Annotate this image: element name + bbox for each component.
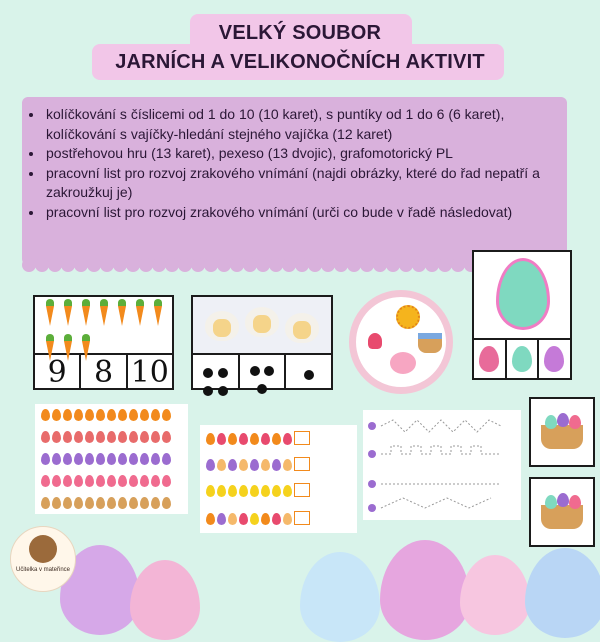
basket-card-bottom[interactable]	[529, 477, 595, 547]
carrot-icon	[82, 341, 90, 361]
egg-option[interactable]	[539, 340, 570, 378]
tracing-lines	[363, 410, 521, 520]
carrot-icon	[118, 306, 126, 326]
feature-item: • postřehovou hru (13 karet), pexeso (13 dvojic), grafomotorický PL	[44, 144, 555, 164]
carrot-icon	[64, 341, 72, 361]
worksheet-row	[206, 457, 310, 471]
carrot-icon	[154, 306, 162, 326]
tulip-icon	[368, 333, 382, 349]
worksheet-row	[41, 408, 173, 422]
number-option[interactable]: 10	[130, 355, 169, 390]
sheep-icon	[245, 307, 279, 337]
decorative-egg	[300, 552, 380, 642]
sequence-worksheet	[200, 425, 357, 533]
basket-icon	[418, 333, 442, 353]
feature-item: • kolíčkování s číslicemi od 1 do 10 (10 karet), s puntíky od 1 do 6 (6 karet), kolíčkování s vajíčky-hledání stejného vajíčka (12 karet)	[44, 105, 555, 144]
title-line-2: JARNÍCH A VELIKONOČNÍCH AKTIVIT	[115, 51, 485, 73]
number-option[interactable]: 8	[81, 355, 127, 390]
egg-match-card	[472, 250, 572, 380]
feature-item: • pracovní list pro rozvoj zrakového vnímání (urči co bude v řadě následovat)	[44, 203, 555, 223]
sheep-dots-card	[191, 295, 333, 390]
dots-option[interactable]	[193, 355, 240, 390]
carrot-icon	[64, 306, 72, 326]
carrots-area	[35, 297, 172, 353]
worksheet-row	[41, 452, 173, 466]
number-option[interactable]: 9	[35, 355, 81, 390]
sheep-icon	[285, 313, 319, 343]
decorative-egg	[380, 540, 470, 640]
basket-card-top[interactable]	[529, 397, 595, 467]
sheep-area	[193, 297, 331, 353]
sunflower-icon	[396, 305, 420, 329]
worksheet-row	[206, 511, 310, 525]
egg-options-row	[474, 338, 570, 378]
tree-icon	[390, 352, 416, 374]
egg-option[interactable]	[474, 340, 507, 378]
grafomotor-worksheet	[363, 410, 521, 520]
feature-item: • pracovní list pro rozvoj zrakového vnímání (najdi obrázky, které do řad nepatří a zakroužkuj je)	[44, 164, 555, 203]
odd-one-out-worksheet	[35, 404, 188, 514]
features-list	[22, 97, 567, 222]
egg-area	[474, 252, 570, 338]
carrot-icon	[100, 306, 108, 326]
dots-option[interactable]	[286, 355, 331, 390]
worksheet-row	[41, 474, 173, 488]
carrot-number-card	[33, 295, 174, 390]
big-egg-icon	[496, 258, 550, 330]
logo	[10, 526, 76, 592]
numbers-row	[35, 353, 172, 390]
worksheet-row	[41, 496, 173, 510]
worksheet-row	[206, 431, 310, 445]
decorative-egg	[460, 555, 530, 635]
carrot-icon	[46, 306, 54, 326]
features-panel	[22, 97, 567, 265]
carrot-icon	[46, 341, 54, 361]
egg-option[interactable]	[507, 340, 540, 378]
logo-text: Učitelka v mateřince	[15, 567, 71, 573]
dots-row	[193, 353, 331, 390]
decorative-egg	[525, 548, 600, 638]
decorative-egg	[130, 560, 200, 640]
carrot-icon	[136, 306, 144, 326]
spring-circle	[349, 290, 453, 394]
worksheet-row	[41, 430, 173, 444]
dots-option[interactable]	[240, 355, 287, 390]
title-line-1: VELKÝ SOUBOR	[218, 22, 382, 44]
worksheet-row	[206, 483, 310, 497]
bear-icon	[29, 535, 57, 563]
sheep-icon	[205, 311, 239, 341]
carrot-icon	[82, 306, 90, 326]
